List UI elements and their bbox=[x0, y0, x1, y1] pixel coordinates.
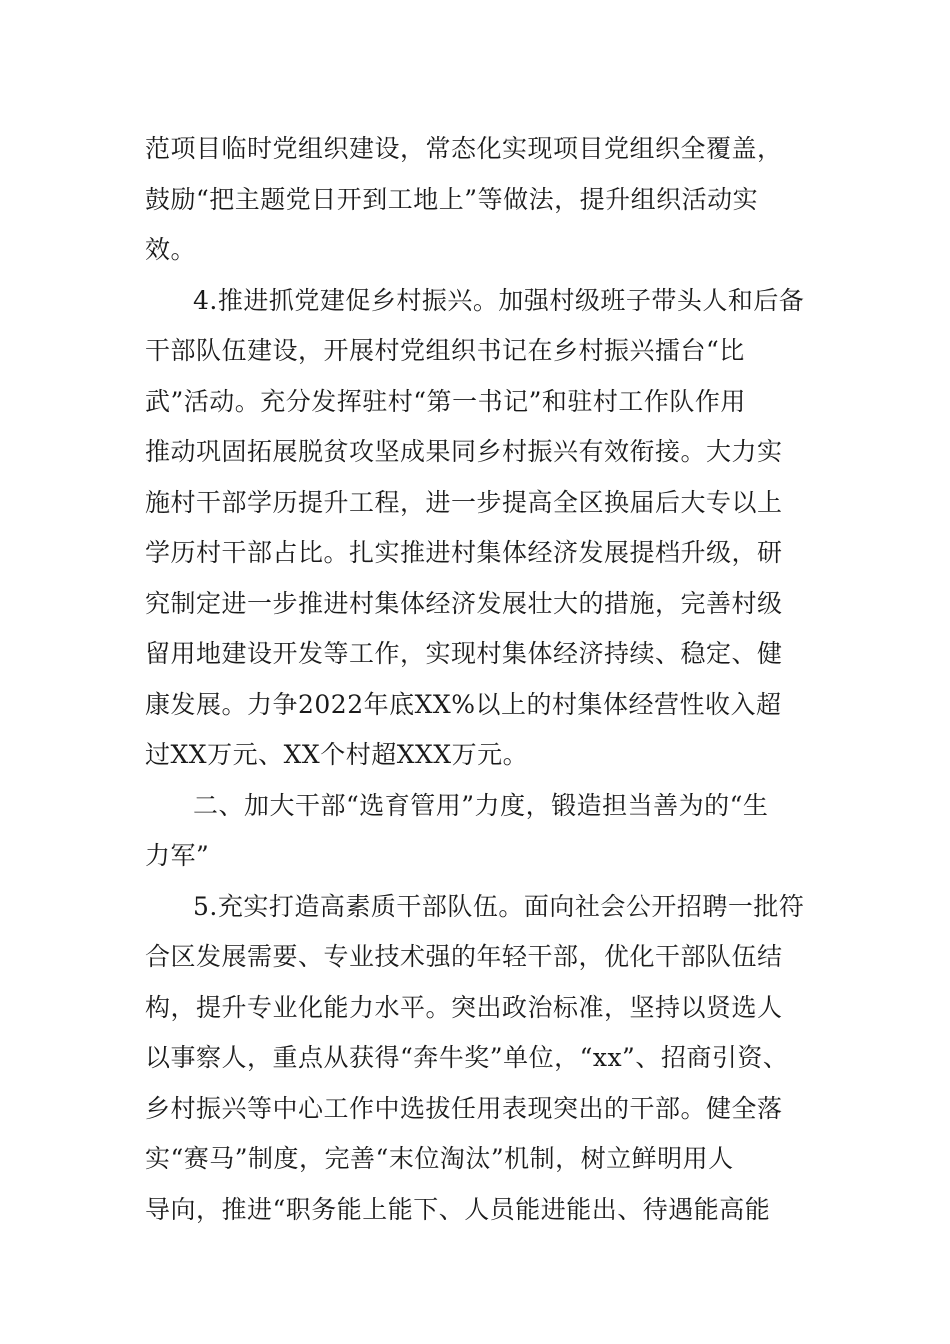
text-line: 合区发展需要、专业技术强的年轻干部，优化干部队伍结 bbox=[145, 942, 783, 971]
text-line: 康发展。力争2022年底XX%以上的村集体经营性收入超 bbox=[145, 689, 782, 719]
text-line: 究制定进一步推进村集体经济发展壮大的措施，完善村级 bbox=[145, 588, 783, 618]
text-line: 学历村干部占比。扎实推进村集体经济发展提档升级，研 bbox=[145, 538, 783, 567]
text-line: 范项目临时党组织建设，常态化实现项目党组织全覆盖， bbox=[145, 134, 783, 163]
text-line: 乡村振兴等中心工作中选拔任用表现突出的干部。健全落 bbox=[145, 1093, 783, 1123]
text-line: 推动巩固拓展脱贫攻坚成果同乡村振兴有效衔接。大力实 bbox=[145, 437, 783, 466]
text-line: 鼓励“把主题党日开到工地上”等做法，提升组织活动实 bbox=[145, 184, 759, 214]
text-line: 效。 bbox=[145, 235, 197, 264]
text-line: 力军” bbox=[145, 841, 210, 870]
text-line: 导向，推进“职务能上能下、人员能进能出、待遇能高能 bbox=[145, 1194, 771, 1224]
text-line: 5.充实打造高素质干部队伍。面向社会公开招聘一批符 bbox=[193, 891, 805, 921]
text-line: 施村干部学历提升工程，进一步提高全区换届后大专以上 bbox=[145, 487, 783, 517]
text-line: 二、加大干部“选育管用”力度，锻造担当善为的“生 bbox=[193, 790, 769, 820]
text-line: 4.推进抓党建促乡村振兴。加强村级班子带头人和后备 bbox=[193, 285, 805, 315]
text-line: 过XX万元、XX个村超XXX万元。 bbox=[145, 740, 529, 769]
text-line: 武”活动。充分发挥驻村“第一书记”和驻村工作队作用 bbox=[145, 386, 746, 416]
text-line: 构，提升专业化能力水平。突出政治标准，坚持以贤选人 bbox=[145, 992, 783, 1022]
text-line: 留用地建设开发等工作，实现村集体经济持续、稳定、健 bbox=[145, 639, 783, 668]
body-text bbox=[145, 124, 815, 1235]
text-line: 以事察人，重点从获得“奔牛奖”单位，“xx”、招商引资、 bbox=[145, 1043, 789, 1072]
text-line: 实“赛马”制度，完善“末位淘汰”机制，树立鲜明用人 bbox=[145, 1144, 734, 1173]
text-line: 干部队伍建设，开展村党组织书记在乡村振兴擂台“比 bbox=[145, 336, 745, 365]
